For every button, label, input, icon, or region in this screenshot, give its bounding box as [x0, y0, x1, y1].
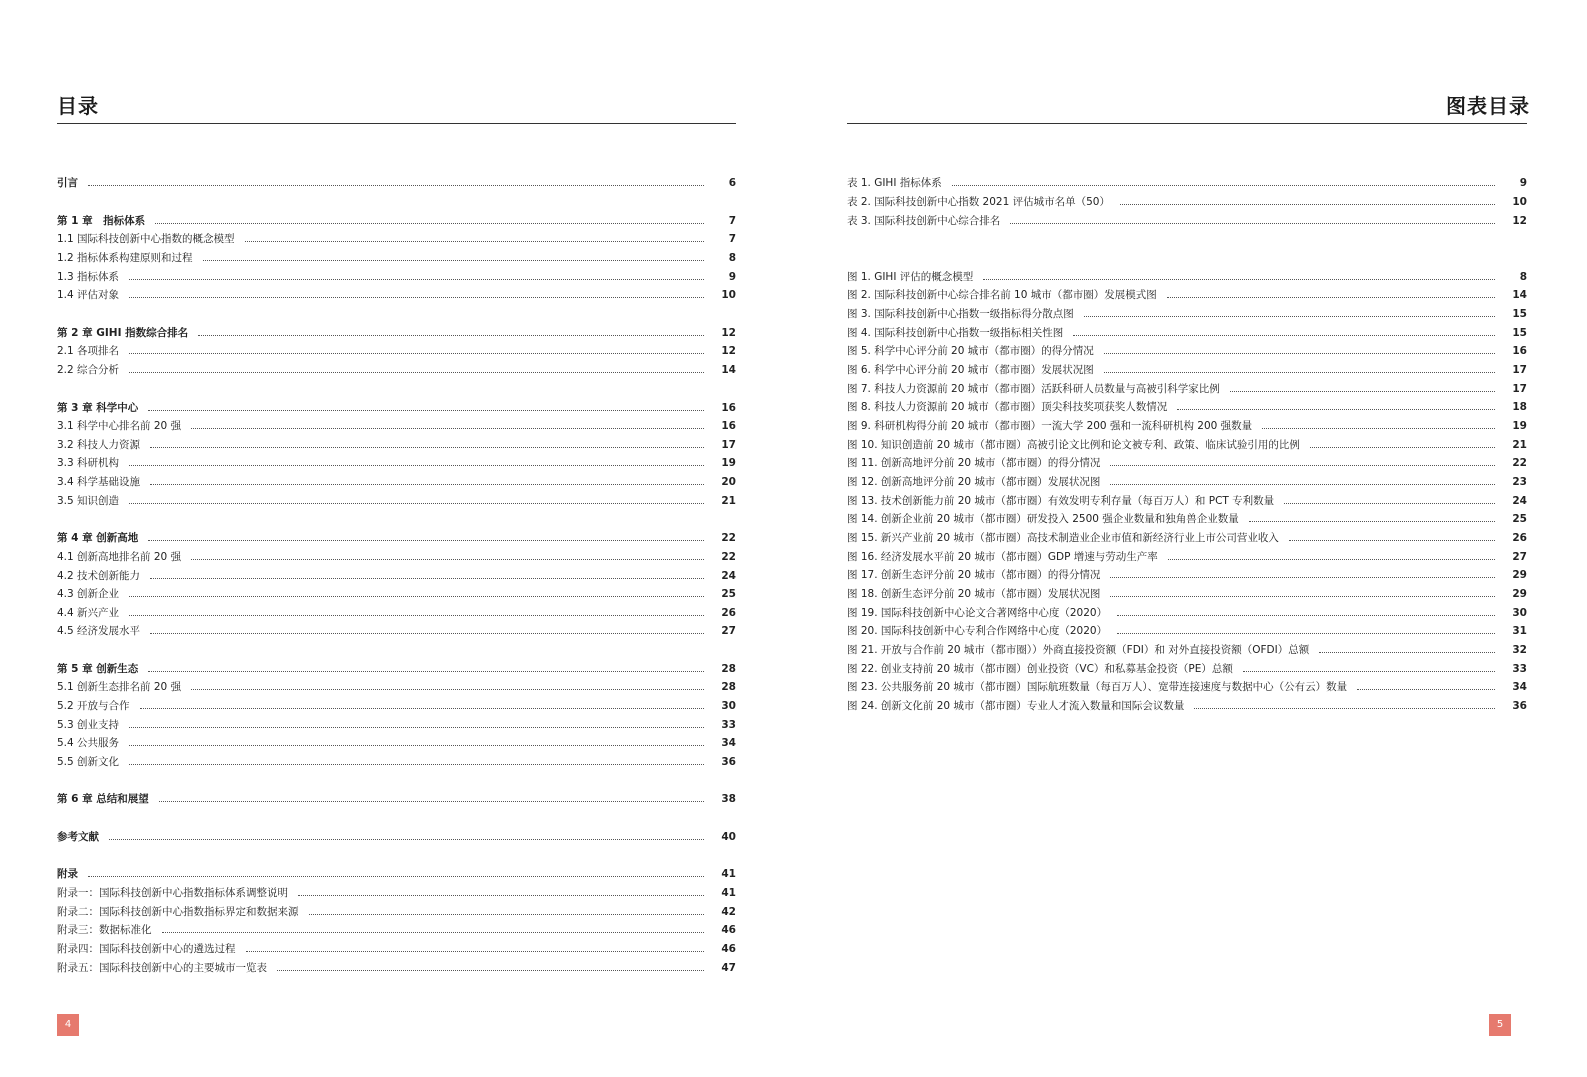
- toc-entry-page: 10: [721, 289, 736, 301]
- dot-leader: [203, 260, 704, 261]
- toc-entry-page: 17: [1512, 364, 1527, 376]
- toc-entry-page: 29: [1512, 569, 1527, 581]
- toc-entry[interactable]: [57, 268, 736, 286]
- dot-leader: [1168, 559, 1495, 560]
- toc-entry-page: 12: [1512, 215, 1527, 227]
- toc-entry[interactable]: [57, 417, 736, 435]
- toc-entry[interactable]: [847, 697, 1527, 715]
- toc-entry[interactable]: [57, 734, 736, 752]
- toc-entry-page: 46: [721, 924, 736, 936]
- toc-entry-label: 参考文献: [57, 831, 99, 843]
- toc-entry-page: 36: [721, 756, 736, 768]
- dot-leader: [1117, 615, 1495, 616]
- dot-leader: [298, 895, 704, 896]
- toc-entry[interactable]: [57, 585, 736, 603]
- toc-entry-page: 18: [1512, 401, 1527, 413]
- toc-entry-page: 34: [1512, 681, 1527, 693]
- dot-leader: [150, 484, 704, 485]
- dot-leader: [277, 970, 704, 971]
- toc-entry-page: 19: [1512, 420, 1527, 432]
- toc-entry-label: 4.4 新兴产业: [57, 607, 120, 619]
- dot-leader: [1010, 223, 1495, 224]
- toc-entry-page: 24: [721, 570, 736, 582]
- toc-entry-label: 图 2. 国际科技创新中心综合排名前 10 城市（都市圈）发展模式图: [847, 289, 1157, 301]
- toc-entry-label: 图 8. 科技人力资源前 20 城市（都市圈）顶尖科技奖项获奖人数情况: [847, 401, 1168, 413]
- page-number-badge: 4: [57, 1014, 79, 1036]
- dot-leader: [191, 689, 704, 690]
- toc-entry[interactable]: [847, 510, 1527, 528]
- toc-entry[interactable]: [57, 230, 736, 248]
- toc-entry-label: 图 5. 科学中心评分前 20 城市（都市圈）的得分情况: [847, 345, 1094, 357]
- toc-entry[interactable]: [847, 361, 1527, 379]
- toc-entry-label: 5.2 开放与合作: [57, 700, 130, 712]
- toc-entry[interactable]: [57, 660, 736, 678]
- toc-entry[interactable]: [57, 529, 736, 547]
- toc-entry-label: 引言: [57, 177, 78, 189]
- toc-entry[interactable]: [847, 212, 1527, 230]
- toc-entry[interactable]: [57, 753, 736, 771]
- toc-entry[interactable]: [57, 716, 736, 734]
- toc-entry-label: 图 17. 创新生态评分前 20 城市（都市圈）的得分情况: [847, 569, 1101, 581]
- toc-entry-page: 10: [1512, 196, 1527, 208]
- toc-entry-page: 23: [1512, 476, 1527, 488]
- toc-entry-page: 9: [728, 271, 736, 283]
- heading-rule: [847, 123, 1527, 124]
- toc-entry[interactable]: [847, 417, 1527, 435]
- toc-entry-page: 8: [728, 252, 736, 264]
- toc-entry[interactable]: [57, 567, 736, 585]
- toc-entry[interactable]: [57, 828, 736, 846]
- toc-entry-label: 5.3 创业支持: [57, 719, 120, 731]
- dot-leader: [1110, 484, 1495, 485]
- toc-entry-page: 33: [721, 719, 736, 731]
- toc-entry[interactable]: [57, 903, 736, 921]
- toc-entry-label: 3.2 科技人力资源: [57, 439, 141, 451]
- dot-leader: [1110, 596, 1495, 597]
- toc-entry-page: 7: [728, 233, 736, 245]
- toc-entry-label: 1.3 指标体系: [57, 271, 120, 283]
- toc-entry-page: 16: [1512, 345, 1527, 357]
- toc-entry-label: 第 3 章 科学中心: [57, 402, 139, 414]
- dot-leader: [129, 297, 704, 298]
- dot-leader: [150, 633, 704, 634]
- toc-entry[interactable]: [57, 324, 736, 342]
- figures-contents-heading: 图表目录: [1446, 94, 1530, 118]
- dot-leader: [129, 764, 704, 765]
- toc-entry-page: 17: [1512, 383, 1527, 395]
- toc-entry[interactable]: [57, 342, 736, 360]
- dot-leader: [155, 223, 704, 224]
- toc-entry-label: 5.5 创新文化: [57, 756, 120, 768]
- toc-entry[interactable]: [847, 436, 1527, 454]
- dot-leader: [1319, 652, 1495, 653]
- dot-leader: [129, 465, 704, 466]
- toc-entry-page: 30: [1512, 607, 1527, 619]
- toc-entry-page: 22: [721, 551, 736, 563]
- toc-entry-page: 25: [721, 588, 736, 600]
- toc-entry-page: 40: [721, 831, 736, 843]
- toc-entry[interactable]: [57, 697, 736, 715]
- toc-entry-page: 12: [721, 327, 736, 339]
- toc-entry[interactable]: [847, 492, 1527, 510]
- dot-leader: [1167, 297, 1495, 298]
- toc-entry[interactable]: [847, 604, 1527, 622]
- toc-entry-label: 附录三：数据标准化: [57, 924, 152, 936]
- dot-leader: [1104, 353, 1495, 354]
- dot-leader: [1110, 465, 1495, 466]
- toc-entry-page: 32: [1512, 644, 1527, 656]
- toc-entry-page: 15: [1512, 327, 1527, 339]
- toc-entry[interactable]: [847, 324, 1527, 342]
- toc-entry-page: 21: [1512, 439, 1527, 451]
- toc-entry[interactable]: [57, 454, 736, 472]
- toc-entry-page: 7: [728, 215, 736, 227]
- toc-entry-label: 4.3 创新企业: [57, 588, 120, 600]
- dot-leader: [129, 615, 704, 616]
- left-page: [0, 0, 793, 1077]
- toc-entry[interactable]: [57, 212, 736, 230]
- toc-entry-label: 图 12. 创新高地评分前 20 城市（都市圈）发展状况图: [847, 476, 1101, 488]
- dot-leader: [245, 241, 704, 242]
- toc-entry[interactable]: [847, 660, 1527, 678]
- toc-entry-page: 42: [721, 906, 736, 918]
- toc-entry[interactable]: [57, 884, 736, 902]
- dot-leader: [246, 951, 705, 952]
- toc-entry[interactable]: [847, 529, 1527, 547]
- toc-entry-label: 1.1 国际科技创新中心指数的概念模型: [57, 233, 235, 245]
- toc-entry[interactable]: [847, 473, 1527, 491]
- toc-entry[interactable]: [57, 921, 736, 939]
- dot-leader: [1310, 447, 1495, 448]
- toc-entry-page: 47: [721, 962, 736, 974]
- toc-entry-label: 图 23. 公共服务前 20 城市（都市圈）国际航班数量（每百万人）、宽带连接速度与数据中心（公有云）数量: [847, 681, 1348, 693]
- toc-entry[interactable]: [847, 641, 1527, 659]
- dot-leader: [952, 185, 1495, 186]
- toc-entry-page: 24: [1512, 495, 1527, 507]
- toc-entry[interactable]: [847, 678, 1527, 696]
- toc-entry-page: 26: [1512, 532, 1527, 544]
- toc-entry-label: 图 6. 科学中心评分前 20 城市（都市圈）发展状况图: [847, 364, 1094, 376]
- toc-entry-page: 21: [721, 495, 736, 507]
- toc-entry[interactable]: [847, 193, 1527, 211]
- toc-entry[interactable]: [57, 174, 736, 192]
- toc-entry-label: 1.4 评估对象: [57, 289, 120, 301]
- dot-leader: [88, 185, 704, 186]
- toc-entry-label: 图 11. 创新高地评分前 20 城市（都市圈）的得分情况: [847, 457, 1101, 469]
- toc-entry-page: 16: [721, 402, 736, 414]
- toc-entry[interactable]: [57, 548, 736, 566]
- dot-leader: [88, 876, 704, 877]
- toc-entry-label: 图 24. 创新文化前 20 城市（都市圈）专业人才流入数量和国际会议数量: [847, 700, 1185, 712]
- toc-entry-label: 图 16. 经济发展水平前 20 城市（都市圈）GDP 增速与劳动生产率: [847, 551, 1158, 563]
- toc-entry[interactable]: [57, 249, 736, 267]
- toc-entry-label: 图 3. 国际科技创新中心指数一级指标得分散点图: [847, 308, 1074, 320]
- toc-entry[interactable]: [57, 361, 736, 379]
- toc-entry[interactable]: [847, 585, 1527, 603]
- toc-entry-page: 27: [1512, 551, 1527, 563]
- toc-entry-page: 17: [721, 439, 736, 451]
- toc-entry[interactable]: [57, 473, 736, 491]
- toc-entry[interactable]: [847, 548, 1527, 566]
- toc-entry-label: 第 4 章 创新高地: [57, 532, 139, 544]
- dot-leader: [1120, 204, 1495, 205]
- dot-leader: [1110, 577, 1495, 578]
- dot-leader: [159, 801, 704, 802]
- toc-entry-page: 26: [721, 607, 736, 619]
- toc-entry-page: 16: [721, 420, 736, 432]
- toc-entry-label: 第 1 章 指标体系: [57, 215, 146, 227]
- toc-entry[interactable]: [847, 305, 1527, 323]
- toc-entry-page: 41: [721, 868, 736, 880]
- right-page: [793, 0, 1587, 1077]
- dot-leader: [129, 353, 704, 354]
- toc-entry[interactable]: [847, 342, 1527, 360]
- toc-entry-page: 15: [1512, 308, 1527, 320]
- toc-entry-page: 14: [1512, 289, 1527, 301]
- dot-leader: [1243, 671, 1495, 672]
- toc-entry-page: 41: [721, 887, 736, 899]
- dot-leader: [1289, 540, 1495, 541]
- dot-leader: [150, 447, 704, 448]
- toc-entry-label: 第 6 章 总结和展望: [57, 793, 149, 805]
- toc-entry-label: 图 19. 国际科技创新中心论文合著网络中心度（2020）: [847, 607, 1108, 619]
- toc-entry-label: 4.2 技术创新能力: [57, 570, 141, 582]
- dot-leader: [191, 428, 704, 429]
- toc-entry-label: 附录二：国际科技创新中心指数指标界定和数据来源: [57, 906, 299, 918]
- toc-entry-label: 表 2. 国际科技创新中心指数 2021 评估城市名单（50）: [847, 196, 1110, 208]
- contents-heading: 目录: [57, 94, 99, 118]
- toc-entry-page: 9: [1519, 177, 1527, 189]
- dot-leader: [198, 335, 704, 336]
- dot-leader: [191, 559, 704, 560]
- dot-leader: [1357, 689, 1495, 690]
- toc-entry-label: 第 2 章 GIHI 指数综合排名: [57, 327, 189, 339]
- toc-entry-page: 46: [721, 943, 736, 955]
- dot-leader: [129, 727, 704, 728]
- toc-entry-page: 36: [1512, 700, 1527, 712]
- toc-entry-page: 14: [721, 364, 736, 376]
- dot-leader: [1194, 708, 1495, 709]
- toc-entry[interactable]: [847, 174, 1527, 192]
- dot-leader: [129, 503, 704, 504]
- toc-entry-label: 第 5 章 创新生态: [57, 663, 139, 675]
- toc-entry-label: 附录一：国际科技创新中心指数指标体系调整说明: [57, 887, 288, 899]
- toc-entry-label: 3.3 科研机构: [57, 457, 120, 469]
- dot-leader: [1117, 633, 1495, 634]
- toc-entry[interactable]: [847, 286, 1527, 304]
- dot-leader: [1177, 409, 1495, 410]
- toc-entry-label: 1.2 指标体系构建原则和过程: [57, 252, 193, 264]
- toc-entry[interactable]: [847, 268, 1527, 286]
- dot-leader: [129, 279, 704, 280]
- toc-entry-page: 22: [1512, 457, 1527, 469]
- toc-entry-page: 31: [1512, 625, 1527, 637]
- heading-rule: [57, 123, 736, 124]
- toc-entry-label: 附录: [57, 868, 78, 880]
- toc-entry-page: 30: [721, 700, 736, 712]
- dot-leader: [1104, 372, 1495, 373]
- toc-entry[interactable]: [57, 678, 736, 696]
- dot-leader: [129, 596, 704, 597]
- toc-entry-label: 图 1. GIHI 评估的概念模型: [847, 271, 974, 283]
- toc-entry-label: 附录四：国际科技创新中心的遴选过程: [57, 943, 236, 955]
- toc-entry-label: 图 7. 科技人力资源前 20 城市（都市圈）活跃科研人员数量与高被引科学家比例: [847, 383, 1220, 395]
- toc-entry-label: 3.4 科学基础设施: [57, 476, 141, 488]
- toc-entry[interactable]: [57, 940, 736, 958]
- toc-entry[interactable]: [847, 566, 1527, 584]
- toc-entry-label: 图 22. 创业支持前 20 城市（都市圈）创业投资（VC）和私募基金投资（PE）总额: [847, 663, 1233, 675]
- dot-leader: [162, 932, 705, 933]
- toc-entry-label: 表 3. 国际科技创新中心综合排名: [847, 215, 1001, 227]
- toc-entry[interactable]: [57, 790, 736, 808]
- toc-entry-page: 8: [1519, 271, 1527, 283]
- dot-leader: [109, 839, 704, 840]
- toc-entry[interactable]: [57, 436, 736, 454]
- toc-entry-label: 图 9. 科研机构得分前 20 城市（都市圈）一流大学 200 强和一流科研机构 200 强数量: [847, 420, 1253, 432]
- toc-entry-page: 29: [1512, 588, 1527, 600]
- toc-entry-label: 2.1 各项排名: [57, 345, 120, 357]
- toc-entry-page: 12: [721, 345, 736, 357]
- toc-entry-label: 图 10. 知识创造前 20 城市（都市圈）高被引论文比例和论文被专利、政策、临床试验引用的比例: [847, 439, 1300, 451]
- dot-leader: [1073, 335, 1495, 336]
- toc-entry-label: 4.5 经济发展水平: [57, 625, 141, 637]
- toc-entry-label: 图 4. 国际科技创新中心指数一级指标相关性图: [847, 327, 1064, 339]
- toc-entry[interactable]: [847, 454, 1527, 472]
- dot-leader: [148, 410, 704, 411]
- toc-entry-label: 5.1 创新生态排名前 20 强: [57, 681, 182, 693]
- toc-entry-page: 33: [1512, 663, 1527, 675]
- dot-leader: [140, 708, 704, 709]
- toc-entry[interactable]: [847, 380, 1527, 398]
- toc-entry[interactable]: [57, 865, 736, 883]
- toc-entry-label: 附录五：国际科技创新中心的主要城市一览表: [57, 962, 267, 974]
- toc-entry[interactable]: [57, 492, 736, 510]
- toc-entry-label: 表 1. GIHI 指标体系: [847, 177, 942, 189]
- toc-entry-label: 图 21. 开放与合作前 20 城市（都市圈））外商直接投资额（FDI）和 对外直接投资额（OFDI）总额: [847, 644, 1310, 656]
- dot-leader: [148, 671, 704, 672]
- toc-entry[interactable]: [57, 604, 736, 622]
- toc-entry-label: 3.5 知识创造: [57, 495, 120, 507]
- toc-entry-label: 图 20. 国际科技创新中心专利合作网络中心度（2020）: [847, 625, 1108, 637]
- toc-entry-page: 22: [721, 532, 736, 544]
- toc-entry-label: 4.1 创新高地排名前 20 强: [57, 551, 182, 563]
- dot-leader: [148, 540, 704, 541]
- toc-entry[interactable]: [57, 959, 736, 977]
- toc-entry-page: 27: [721, 625, 736, 637]
- toc-entry-page: 6: [728, 177, 736, 189]
- toc-entry-page: 25: [1512, 513, 1527, 525]
- toc-entry-page: 28: [721, 681, 736, 693]
- dot-leader: [1284, 503, 1495, 504]
- toc-entry[interactable]: [57, 286, 736, 304]
- dot-leader: [309, 914, 705, 915]
- toc-entry[interactable]: [847, 398, 1527, 416]
- dot-leader: [129, 372, 704, 373]
- toc-entry-label: 3.1 科学中心排名前 20 强: [57, 420, 182, 432]
- toc-entry-label: 2.2 综合分析: [57, 364, 120, 376]
- page-number-badge: 5: [1489, 1014, 1511, 1036]
- dot-leader: [129, 745, 704, 746]
- toc-entry-label: 图 13. 技术创新能力前 20 城市（都市圈）有效发明专利存量（每百万人）和 PCT 专利数量: [847, 495, 1275, 507]
- dot-leader: [1084, 316, 1495, 317]
- toc-entry[interactable]: [847, 622, 1527, 640]
- dot-leader: [1230, 391, 1495, 392]
- toc-entry[interactable]: [57, 399, 736, 417]
- toc-entry[interactable]: [57, 622, 736, 640]
- toc-entry-page: 34: [721, 737, 736, 749]
- dot-leader: [1262, 428, 1495, 429]
- dot-leader: [1249, 521, 1495, 522]
- toc-entry-page: 38: [721, 793, 736, 805]
- toc-entry-label: 5.4 公共服务: [57, 737, 120, 749]
- toc-entry-label: 图 14. 创新企业前 20 城市（都市圈）研发投入 2500 强企业数量和独角兽企业数量: [847, 513, 1239, 525]
- toc-entry-page: 19: [721, 457, 736, 469]
- dot-leader: [150, 578, 704, 579]
- toc-entry-label: 图 18. 创新生态评分前 20 城市（都市圈）发展状况图: [847, 588, 1101, 600]
- toc-entry-page: 28: [721, 663, 736, 675]
- toc-entry-label: 图 15. 新兴产业前 20 城市（都市圈）高技术制造业企业市值和新经济行业上市公司营业收入: [847, 532, 1279, 544]
- toc-entry-page: 20: [721, 476, 736, 488]
- dot-leader: [983, 279, 1495, 280]
